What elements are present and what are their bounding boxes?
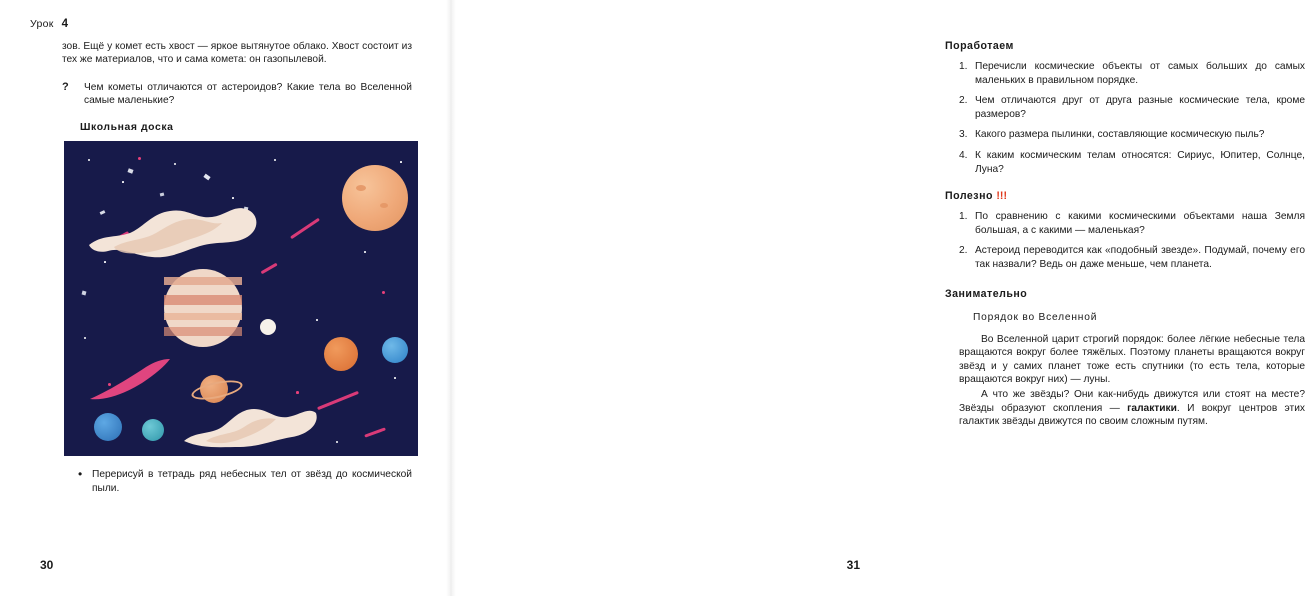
left-page: [0, 0, 450, 596]
useful-section-label: Полезно: [945, 190, 993, 203]
question-block: [62, 81, 412, 108]
left-column: [62, 40, 412, 495]
fun-paragraph-1: Во Вселенной царит строгий порядок: более лёгкие небесные тела вращаются вокруг более тяжёлых. Поэтому планеты вращаются вокруг звёзд и у самих планет тоже есть спутники (то есть тела, которые вращаются вокруг них) — луны.: [959, 333, 1305, 386]
asteroid-icon: [82, 291, 87, 296]
planet-crater-icon: [380, 203, 388, 208]
right-column: [945, 40, 1305, 429]
illustration-wrapper: [64, 141, 412, 456]
exclamation-marks-icon: !!!: [996, 190, 1007, 203]
fun-paragraph-2: А что же звёзды? Они как-нибудь движутся или стоят на месте? Звёзды образуют скопления — галактики. И вокруг центров этих галактик звёзды движутся по своим сложным путям.: [959, 388, 1305, 428]
star-icon: [174, 163, 176, 165]
pink-spark-icon: [296, 391, 299, 394]
star-icon: [394, 377, 396, 379]
meteor-streak-icon: [261, 263, 278, 274]
star-icon: [316, 319, 318, 321]
useful-section-list: [945, 210, 1305, 271]
planet-teal-small-icon: [142, 419, 164, 441]
dust-cloud-icon: [180, 395, 320, 451]
body-paragraph: зов. Ещё у комет есть хвост — яркое вытянутое облако. Хвост состоит из тех же материалов, что и сама комета: он газопылевой.: [62, 41, 412, 66]
fun-section-title: Занимательно: [945, 287, 1028, 300]
pink-spark-icon: [382, 291, 385, 294]
list-item: По сравнению с какими космическими объектами наша Земля большая, а с какими — маленькая?: [975, 211, 1305, 236]
planet-blue-small-icon: [94, 413, 122, 441]
list-item: Астероид переводится как «подобный звезде». Подумай, почему его так назвали? Ведь он даже меньше, чем планета.: [975, 245, 1305, 270]
task-bullet: [62, 468, 412, 495]
planet-blue-icon: [382, 337, 408, 363]
work-section-title: Поработаем: [945, 40, 1014, 52]
space-illustration: [64, 141, 418, 456]
task-bullet-text: Перерисуй в тетрадь ряд небесных тел от звёзд до космической пыли.: [92, 469, 412, 494]
star-icon: [400, 161, 402, 163]
star-icon: [364, 251, 366, 253]
meteor-streak-icon: [290, 218, 320, 239]
list-item: Перечисли космические объекты от самых больших до самых маленьких в правильном порядке.: [975, 61, 1305, 86]
comet-dust-cloud-icon: [84, 193, 264, 263]
planet-orange-icon: [324, 337, 358, 371]
star-icon: [84, 337, 86, 339]
asteroid-icon: [127, 168, 133, 173]
moon-small-icon: [260, 319, 276, 335]
comet-pink-icon: [88, 357, 174, 403]
star-icon: [274, 159, 276, 161]
question-mark-icon: ?: [62, 80, 69, 93]
page-number-left: 30: [40, 558, 54, 572]
lesson-header: [30, 18, 68, 30]
asteroid-icon: [203, 174, 210, 181]
planet-peach-large-icon: [342, 165, 408, 231]
star-icon: [122, 181, 124, 183]
star-icon: [88, 159, 90, 161]
star-icon: [336, 441, 338, 443]
fun-section-subtitle: Порядок во Вселенной: [973, 311, 1098, 323]
list-item: Какого размера пылинки, составляющие космическую пыль?: [975, 129, 1265, 141]
list-item: К каким космическим телам относятся: Сириус, Юпитер, Солнце, Луна?: [975, 149, 1305, 175]
planet-crater-icon: [356, 185, 366, 191]
meteor-streak-icon: [364, 427, 386, 437]
lesson-number: 4: [61, 18, 69, 30]
meteor-streak-icon: [317, 391, 359, 410]
question-text: Чем кометы отличаются от астероидов? Какие тела во Вселенной самые маленькие?: [84, 81, 412, 107]
useful-section-title: [945, 190, 1305, 202]
lesson-label: Урок: [30, 18, 54, 30]
bullet-dot-icon: •: [78, 467, 83, 481]
right-page: [450, 0, 1305, 596]
pink-spark-icon: [138, 157, 141, 160]
work-section-list: [945, 60, 1305, 176]
page-number-right: 31: [846, 558, 860, 572]
blackboard-title: Школьная доска: [80, 122, 174, 133]
list-item: Чем отличаются друг от друга разные космические тела, кроме размеров?: [975, 95, 1305, 120]
planet-striped-icon: [164, 269, 242, 347]
